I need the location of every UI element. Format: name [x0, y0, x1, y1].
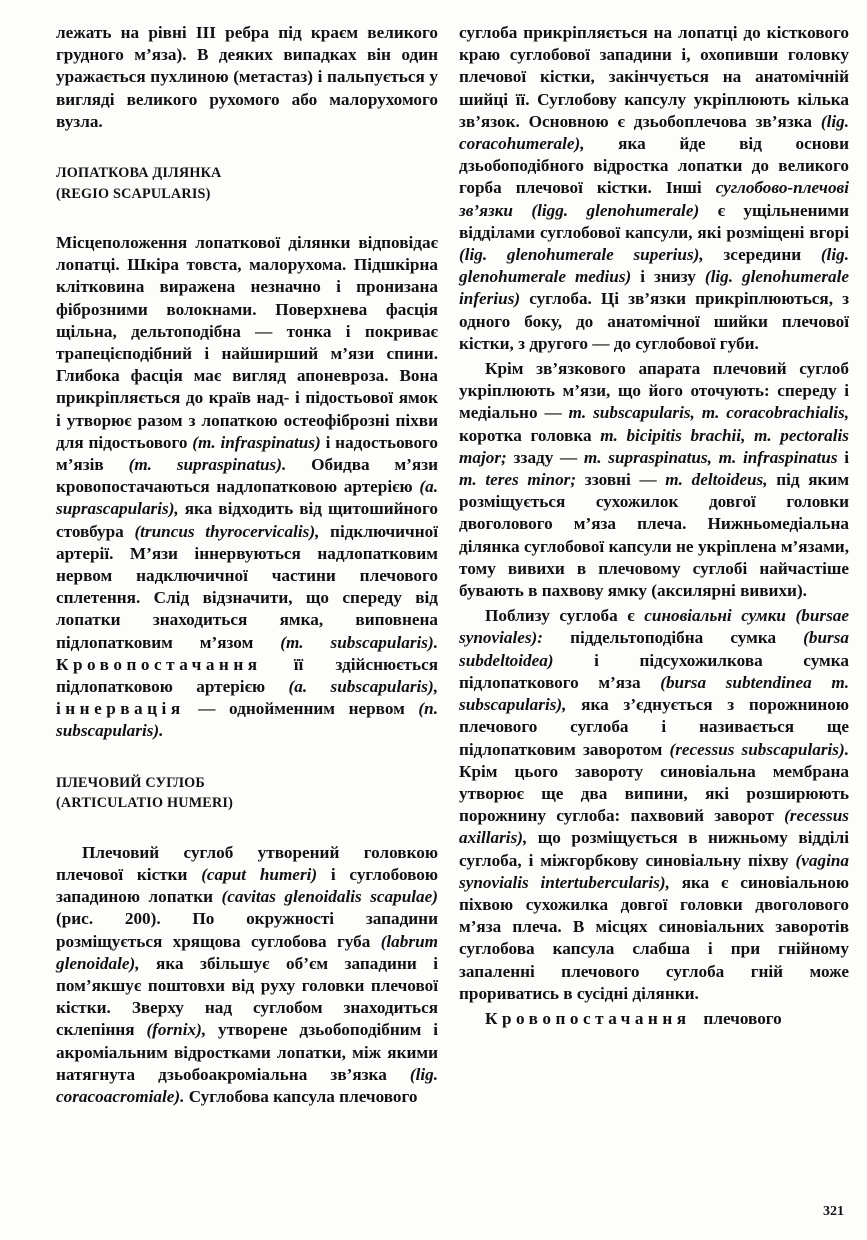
latin-term: (cavitas glenoidalis scapulae)	[221, 887, 438, 907]
text: і підсухожилкова сумка підлопаткового м’яза	[459, 650, 849, 692]
heading-latin-line: (ARTICULATIO HUMERI)	[56, 795, 234, 812]
text: і	[844, 447, 849, 467]
latin-term: (truncus thyrocervicalis),	[134, 521, 320, 541]
text: яка відходить від щитошийного стовбура	[56, 499, 438, 541]
text: Крім зв’язкового апарата плечовий суглоб укріплюють м’язи, що його оточують: спереду і медіально —	[459, 359, 849, 423]
text: і суглобовою западиною лопатки	[56, 864, 439, 907]
latin-term: суглобово-плечові зв’язки (ligg. glenohumerale)	[459, 178, 849, 220]
text: зсередини	[723, 245, 802, 265]
text: піддельтоподібна сумка	[570, 628, 777, 648]
latin-term: (recessus axillaris),	[459, 806, 849, 848]
capsule-paragraph	[459, 22, 849, 355]
text: Місцеположення лопаткової ділянки відповідає лопатці. Шкіра товста, малорухома. Підшкірна клітковина виражена незначно і пронизана фіброзними волокнами. Поверхнева фасція щільна, дельтоподібна — тонка і покриває трапецієподібний і найширший м’язи спини. Глибока фасція має вигляд апоневроза. Вона прикріпляється до країв над- і підостьової ямок і утворює разом з лопаткою остеофіброзні піхви для підостьового	[56, 233, 438, 452]
latin-term: (a. subscapularis),	[288, 677, 439, 697]
blood-supply-paragraph	[459, 1008, 849, 1030]
text: Крім цього завороту синовіальна мембрана утворює ще два випини, які розширюють порожнину суглоба: пахвовий заворот	[459, 761, 849, 826]
text: є ущільненими відділами суглобової капсули, які розміщені вгорі	[459, 200, 849, 242]
text: яка з’єднується з порожниною плечового суглоба і називається ще підлопатковим заворотом	[459, 695, 850, 759]
latin-term: m. bicipitis brachii, m. pectoralis major;	[459, 425, 850, 467]
heading-line: ЛОПАТКОВА ДІЛЯНКА	[56, 165, 222, 182]
latin-term: (bursa subdeltoidea)	[459, 628, 850, 670]
spaced-term: іннервація	[56, 699, 185, 719]
text: її здійснюється підлопатковою артерією	[56, 654, 439, 697]
latin-term: (lig. glenohumerale inferius)	[459, 267, 850, 309]
latin-term: (m. subscapularis).	[280, 632, 438, 652]
text: і надостьового м’язів	[56, 432, 439, 475]
text: — однойменним нервом	[198, 699, 405, 719]
latin-term: (bursa subtendinea m. subscapularis),	[459, 672, 849, 715]
left-column	[56, 22, 438, 1108]
latin-term: m. teres minor;	[459, 470, 577, 490]
heading-line: ПЛЕЧОВИЙ СУГЛОБ	[56, 774, 205, 791]
page-number: 321	[823, 1204, 844, 1219]
text: утворене дзьобоподібним і акроміальним відростками лопатки, між якими натягнута дзьобоакроміальна зв’язка	[56, 1020, 439, 1084]
shoulder-joint-paragraph	[56, 842, 438, 1108]
muscles-paragraph	[459, 358, 849, 602]
text: Суглобова капсула плечового	[188, 1086, 418, 1106]
latin-term: (a. suprascapularis),	[56, 477, 438, 519]
latin-term: m. deltoideus,	[665, 470, 768, 490]
latin-term: (lig. coracoacromiale).	[56, 1064, 439, 1106]
text: Поблизу суглоба є	[485, 606, 635, 626]
text: яка йде від основи дзьобоподібного відростка лопатки до великого горба плечової кістки. Інші	[459, 134, 849, 198]
text: ззаду —	[513, 447, 578, 467]
latin-term: (lig. glenohumerale medius)	[459, 245, 849, 287]
text: суглоба прикріпляється на лопатці до кісткового краю суглобової западини і, охопивши головку плечової кістки, закінчується на анатомічній шийці її. Суглобову капсулу укріплюють кілька зв’язок. Основною є дзьобоплечова зв’язка	[459, 23, 849, 131]
latin-term: (lig. coracohumerale),	[459, 111, 850, 154]
latin-term: (vagina synovialis intertubercularis),	[459, 850, 850, 892]
text: підключичної артерії. М’язи іннервуються надлопатковим нервом надключичної частини плечового сплетення. Слід відзначити, що спереду від лопатки знаходиться ямка, виповнена підлопатковим м’язом	[56, 521, 439, 652]
text: яка є синовіальною піхвою сухожилка довгої головки двоголового м’яза плеча. В місцях синовіальних заворотів суглобова капсула слабша і при гнійному запаленні плечового суглоба гній може прориватись в сусідні ділянки.	[459, 872, 850, 1003]
text: плечового	[703, 1008, 782, 1028]
spaced-term: Кровопостачання	[485, 1008, 691, 1028]
text: яка збільшує об’єм западини і пом’якшує поштовхи від руху головки плечової кістки. Зверху над суглобом знаходиться склепіння	[56, 953, 438, 1040]
intro-paragraph: лежать на рівні III ребра під краєм великого грудного м’яза). В деяких випадках він один уражається пухлиною (метастаз) і пальпується у вигляді великого рухомого або малорухомого вузла.	[56, 23, 438, 131]
text: суглоба. Ці зв’язки прикріплюються, з одного боку, до анатомічної шийки плечової кістки, з другого — до суглобової губи.	[459, 289, 849, 353]
text: ззовні —	[584, 470, 657, 490]
latin-term: (m. infraspinatus)	[192, 432, 321, 452]
text: (рис. 200). По окружності западини розміщується хрящова суглобова губа	[56, 909, 438, 951]
text: Обидва м’язи кровопостачаються надлопатковою артерією	[56, 455, 438, 497]
text: що розміщується в нижньому відділі суглоба, і міжгорбкову синовіальну піхву	[459, 828, 849, 870]
latin-term: (recessus subscapularis).	[669, 739, 850, 759]
text: і знизу	[640, 267, 696, 287]
heading-latin-line: (REGIO SCAPULARIS)	[56, 185, 211, 202]
latin-term: (n. subscapularis).	[56, 699, 439, 741]
bursae-paragraph	[459, 605, 849, 1005]
spaced-term: Кровопостачання	[56, 654, 262, 674]
latin-term: m. subscapularis, m. coracobrachialis,	[568, 403, 849, 423]
section-heading-scapular	[56, 163, 438, 204]
text: Плечовий суглоб утворений головкою плечової кістки	[56, 842, 438, 884]
latin-term: (m. supraspinatus).	[128, 455, 287, 475]
latin-term: m. supraspinatus, m. infraspinatus	[583, 447, 838, 467]
latin-term: (lig. glenohumerale superius),	[459, 245, 704, 265]
section-heading-shoulder-joint	[56, 773, 438, 814]
text: під яким розміщується сухожилок довгої головки двоголового м’яза плеча. Нижньомедіальна ділянка суглобової капсули не укріплена м’язами, тому вивихи в плечовому суглобі найчастіше бувають в пахвову ямку (аксилярні вивихи).	[459, 470, 850, 601]
latin-term: (fornix),	[146, 1020, 207, 1040]
latin-term: (labrum glenoidale),	[56, 931, 438, 973]
latin-term: синовіальні сумки (bursae synoviales):	[459, 606, 849, 648]
scapular-paragraph	[56, 232, 438, 743]
right-column	[459, 22, 849, 1030]
text: коротка головка	[459, 425, 592, 445]
latin-term: (caput humeri)	[201, 864, 318, 884]
